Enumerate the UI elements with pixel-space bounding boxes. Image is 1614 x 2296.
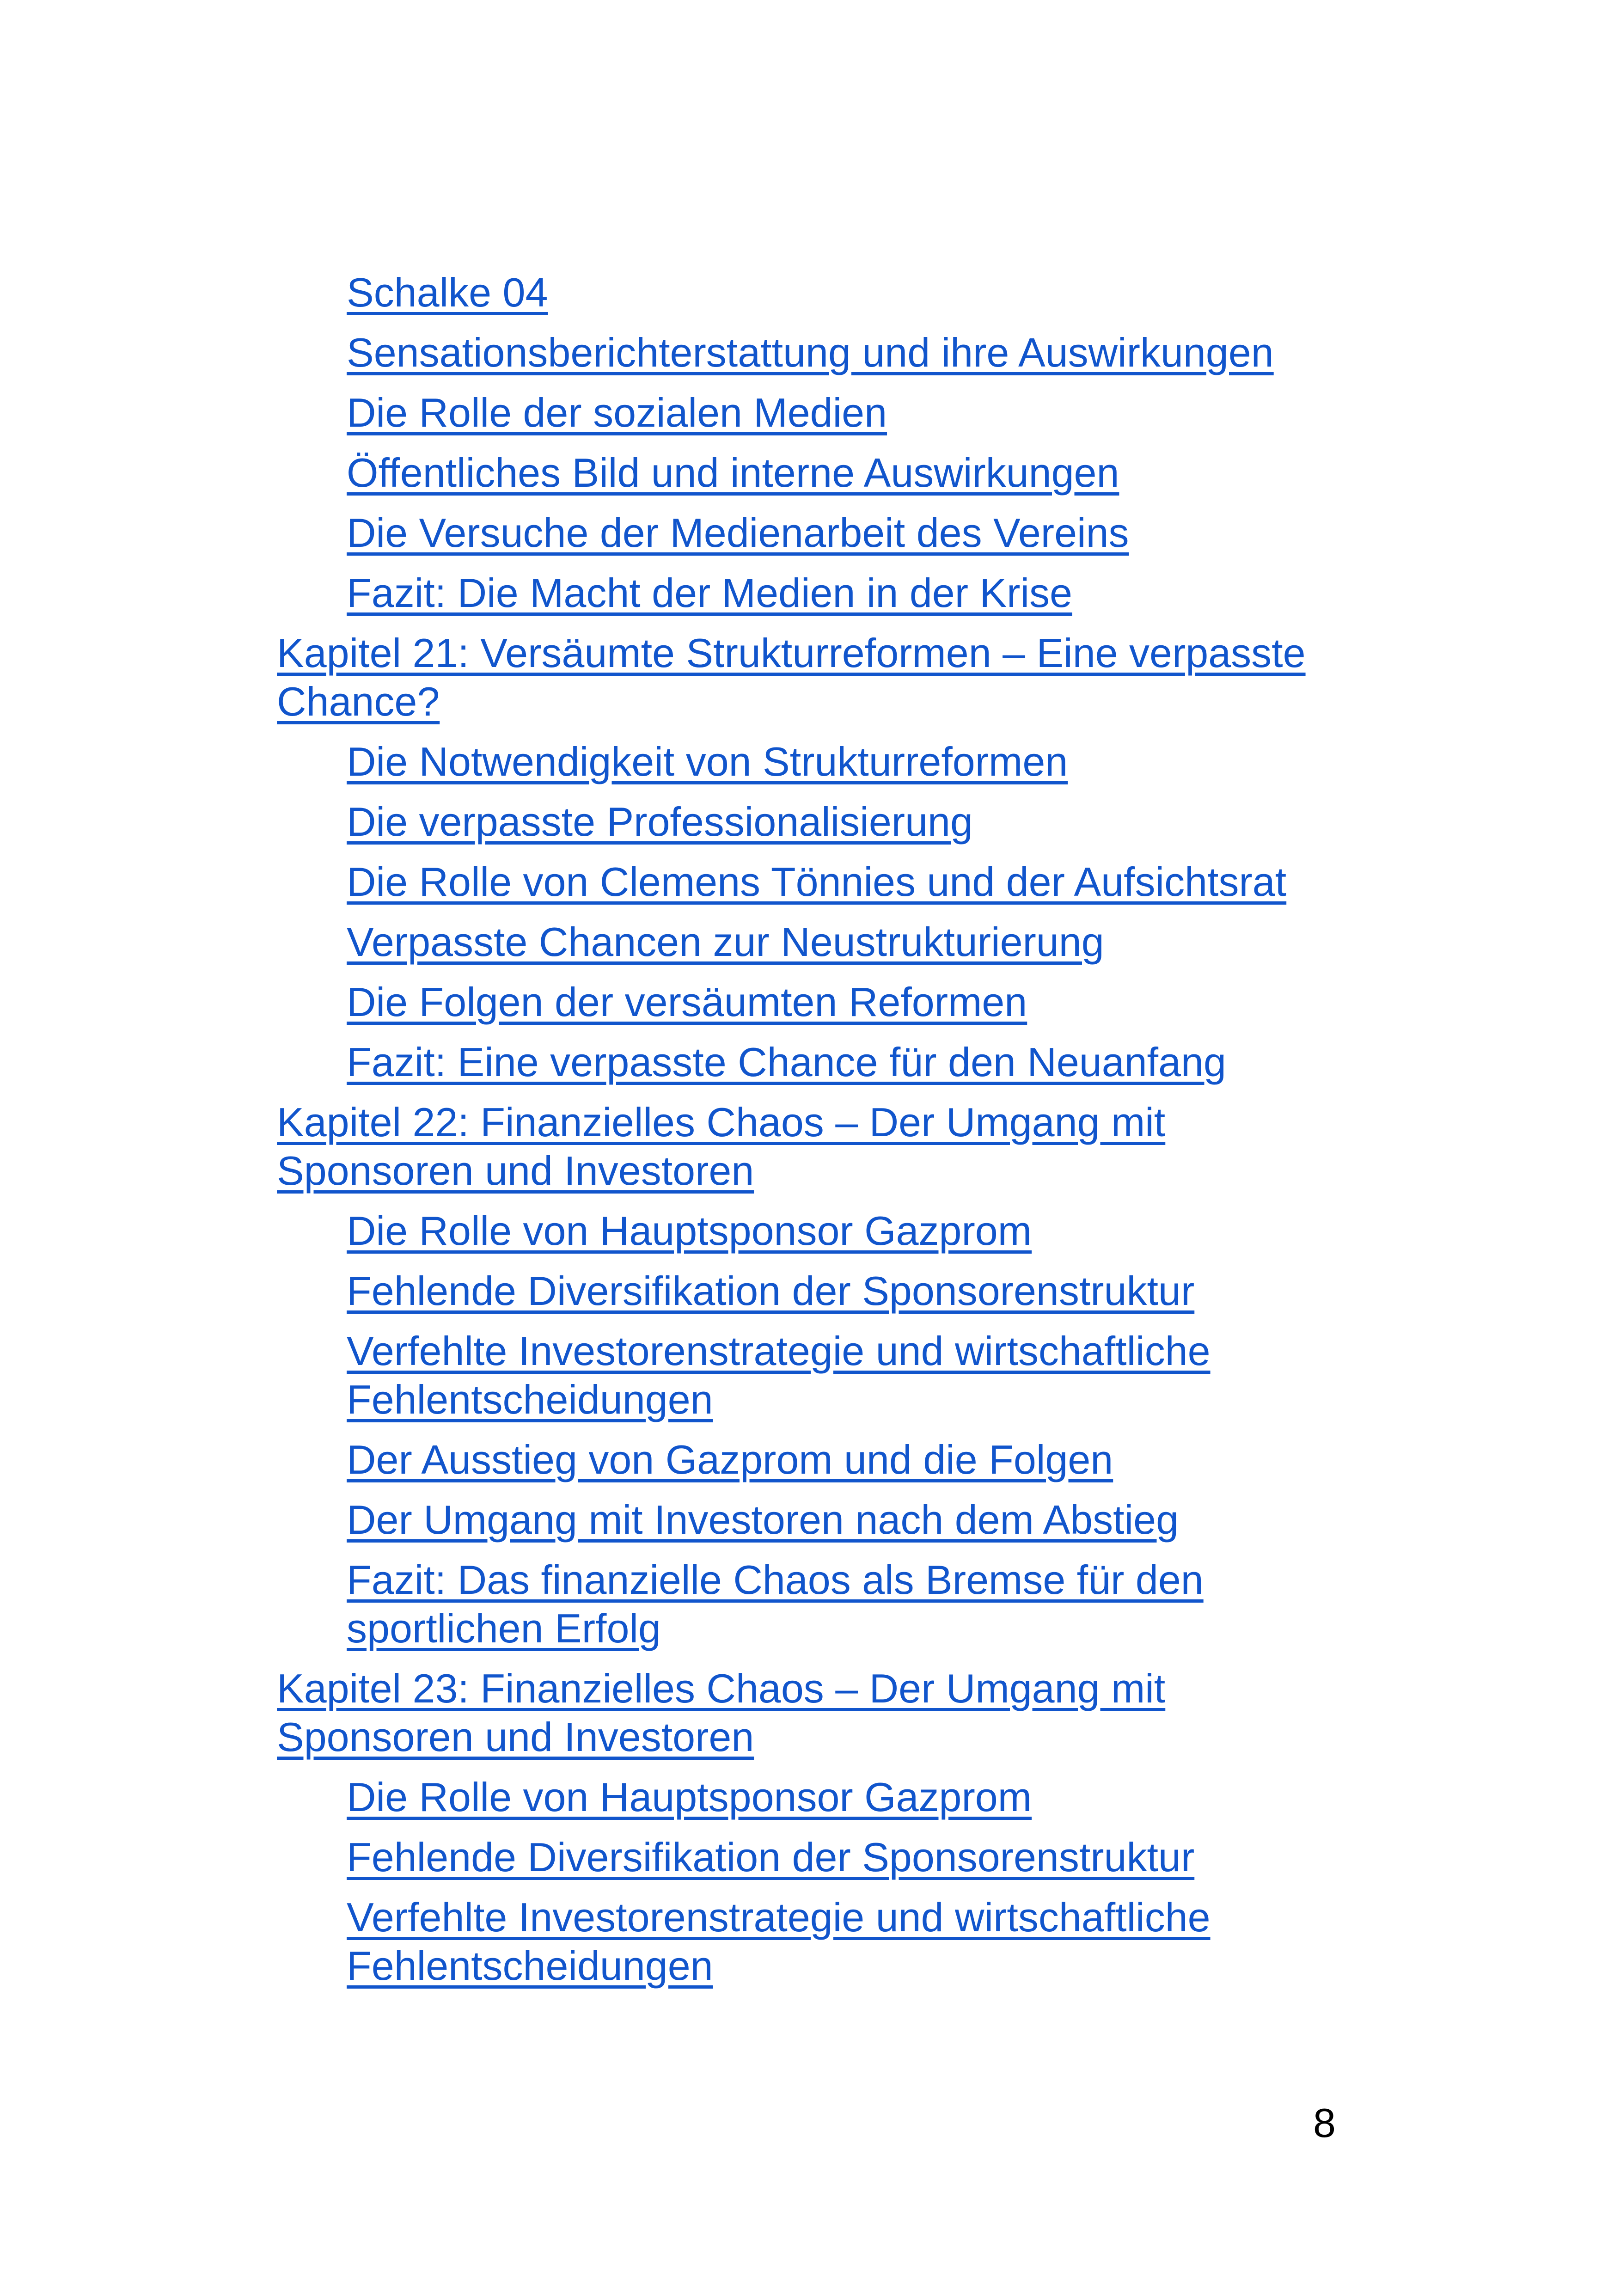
table-of-contents (277, 268, 1349, 2002)
toc-link-fazit-neuanfang[interactable]: Fazit: Eine verpasste Chance für den Neuanfang (347, 1039, 1226, 1085)
toc-entry (277, 1435, 1349, 1484)
toc-link-ausstieg-gazprom[interactable]: Der Ausstieg von Gazprom und die Folgen (347, 1437, 1113, 1482)
toc-entry (277, 328, 1349, 377)
page-number: 8 (1313, 2100, 1336, 2146)
toc-entry (277, 1664, 1349, 1761)
toc-entry (277, 1495, 1349, 1544)
toc-link-soziale-medien[interactable]: Die Rolle der sozialen Medien (347, 390, 887, 435)
toc-entry (277, 918, 1349, 966)
toc-link-notwendigkeit-strukturreformen[interactable]: Die Notwendigkeit von Strukturreformen (347, 739, 1068, 784)
toc-link-fazit-finanzen[interactable]: Fazit: Das finanzielle Chaos als Bremse für den sportlichen Erfolg (347, 1557, 1204, 1651)
toc-link-oeffentliches-bild[interactable]: Öffentliches Bild und interne Auswirkungen (347, 450, 1119, 496)
toc-entry (277, 569, 1349, 617)
toc-link-folgen-reformen[interactable]: Die Folgen der versäumten Reformen (347, 979, 1027, 1025)
toc-link-diversifikation-2[interactable]: Fehlende Diversifikation der Sponsorenstruktur (347, 1834, 1195, 1880)
toc-entry (277, 1893, 1349, 1990)
toc-link-sensationsberichterstattung[interactable]: Sensationsberichterstattung und ihre Auswirkungen (347, 330, 1274, 375)
toc-entry (277, 1038, 1349, 1086)
toc-entry (277, 1833, 1349, 1881)
toc-entry (277, 1267, 1349, 1315)
toc-entry (277, 448, 1349, 497)
toc-entry (277, 1098, 1349, 1195)
toc-link-professionalisierung[interactable]: Die verpasste Professionalisierung (347, 799, 973, 845)
toc-entry (277, 1773, 1349, 1821)
toc-entry (277, 1206, 1349, 1255)
toc-entry (277, 268, 1349, 317)
toc-link-neustrukturierung[interactable]: Verpasste Chancen zur Neustrukturierung (347, 919, 1104, 965)
toc-entry (277, 1327, 1349, 1424)
toc-link-investoren-abstieg[interactable]: Der Umgang mit Investoren nach dem Abstieg (347, 1497, 1179, 1543)
toc-link-schalke-04[interactable]: Schalke 04 (347, 269, 548, 315)
toc-link-kapitel-23[interactable]: Kapitel 23: Finanzielles Chaos – Der Umgang mit Sponsoren und Investoren (277, 1665, 1166, 1760)
toc-entry (277, 629, 1349, 726)
toc-link-clemens-toennies[interactable]: Die Rolle von Clemens Tönnies und der Aufsichtsrat (347, 859, 1287, 905)
toc-link-medienarbeit[interactable]: Die Versuche der Medienarbeit des Vereins (347, 510, 1129, 556)
toc-entry (277, 388, 1349, 437)
toc-entry (277, 1555, 1349, 1653)
toc-link-hauptsponsor-gazprom-2[interactable]: Die Rolle von Hauptsponsor Gazprom (347, 1774, 1032, 1820)
toc-link-kapitel-22[interactable]: Kapitel 22: Finanzielles Chaos – Der Umgang mit Sponsoren und Investoren (277, 1099, 1166, 1194)
toc-entry (277, 857, 1349, 906)
toc-link-diversifikation[interactable]: Fehlende Diversifikation der Sponsorenstruktur (347, 1268, 1195, 1314)
toc-entry (277, 508, 1349, 557)
toc-entry (277, 797, 1349, 846)
toc-entry (277, 978, 1349, 1026)
toc-link-investorenstrategie[interactable]: Verfehlte Investorenstrategie und wirtschaftliche Fehlentscheidungen (347, 1328, 1210, 1422)
toc-link-investorenstrategie-2[interactable]: Verfehlte Investorenstrategie und wirtschaftliche Fehlentscheidungen (347, 1894, 1210, 1989)
toc-link-hauptsponsor-gazprom[interactable]: Die Rolle von Hauptsponsor Gazprom (347, 1208, 1032, 1254)
toc-link-fazit-medien[interactable]: Fazit: Die Macht der Medien in der Krise (347, 570, 1072, 616)
toc-entry (277, 737, 1349, 786)
toc-link-kapitel-21[interactable]: Kapitel 21: Versäumte Strukturreformen – Eine verpasste Chance? (277, 630, 1306, 724)
